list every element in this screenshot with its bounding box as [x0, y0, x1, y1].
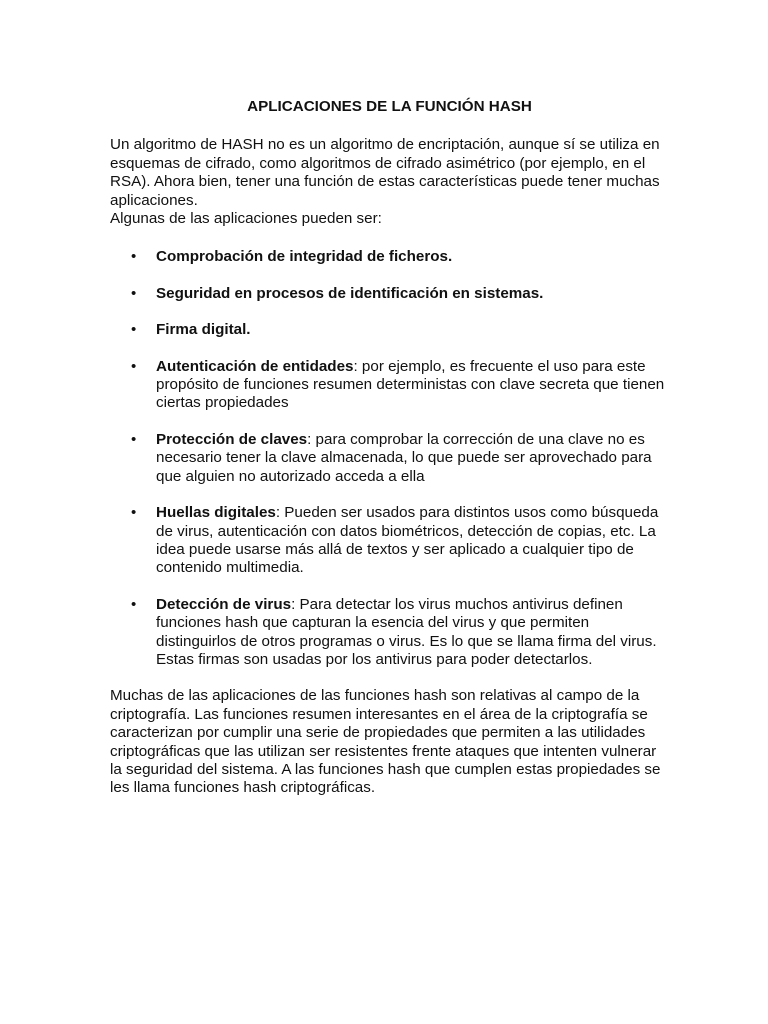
list-item-term: Firma digital. — [156, 321, 251, 339]
list-item — [110, 358, 665, 413]
list-item-description: : Pueden ser usados para distintos usos como búsqueda de virus, autenticación con datos biométricos, detección de copias, etc. La idea puede usarse más allá de textos y ser aplicado a cualquier tipo de contenido multimedia. — [156, 504, 659, 577]
bullet-icon: • — [131, 321, 137, 339]
applications-list — [110, 248, 665, 669]
closing-paragraph: Muchas de las aplicaciones de las funciones hash son relativas al campo de la criptografía. Las funciones resumen interesantes en el área de la criptografía se caracterizan por cumplir una serie de propiedades que permiten a las utilidades criptográficas que las utilizan ser resistentes frente ataques que intenten vulnerar la seguridad del sistema. A las funciones hash que cumplen estas propiedades se les llama funciones hash criptográficas. — [110, 687, 661, 797]
bullet-icon: • — [131, 248, 137, 266]
intro-paragraph: Un algoritmo de HASH no es un algoritmo de encriptación, aunque sí se utiliza en esquemas de cifrado, como algoritmos de cifrado asimétrico (por ejemplo, en el RSA). Ahora bien, tener una función de estas características puede tener muchas aplicaciones. — [110, 136, 660, 209]
list-item-description: : para comprobar la corrección de una clave no es necesario tener la clave almacenada, lo que puede ser aprovechado para que alguien no autorizado acceda a ella — [156, 430, 652, 485]
list-item — [110, 321, 665, 339]
bullet-icon: • — [131, 430, 137, 448]
list-item-description: : por ejemplo, es frecuente el uso para este propósito de funciones resumen deterministas con clave secreta que tienen ciertas propiedades — [156, 357, 665, 412]
list-item-term: Protección de claves — [156, 430, 308, 448]
list-item-description: : Para detectar los virus muchos antivirus definen funciones hash que capturan la esencia del virus y que permiten distinguirlos de otros programas o virus. Es lo que se llama firma del virus. Estas firmas son usadas por los antivirus para poder detectarlos. — [156, 595, 657, 668]
document-page — [110, 98, 665, 798]
list-item — [110, 596, 665, 670]
list-item-term: Seguridad en procesos de identificación en sistemas. — [156, 284, 544, 302]
list-item-term: Autenticación de entidades — [156, 357, 354, 375]
intro-lead: Algunas de las aplicaciones pueden ser: — [110, 210, 382, 228]
bullet-icon: • — [131, 595, 137, 613]
list-item — [110, 504, 665, 578]
list-item — [110, 285, 665, 303]
list-item — [110, 431, 665, 486]
list-item-term: Detección de virus — [156, 595, 292, 613]
bullet-icon: • — [131, 284, 137, 302]
list-item-term: Huellas digitales — [156, 504, 276, 522]
bullet-icon: • — [131, 357, 137, 375]
list-item — [110, 248, 665, 266]
intro-section — [110, 136, 665, 228]
bullet-icon: • — [131, 504, 137, 522]
list-item-term: Comprobación de integridad de ficheros. — [156, 248, 453, 266]
document-title: APLICACIONES DE LA FUNCIÓN HASH — [247, 98, 532, 115]
